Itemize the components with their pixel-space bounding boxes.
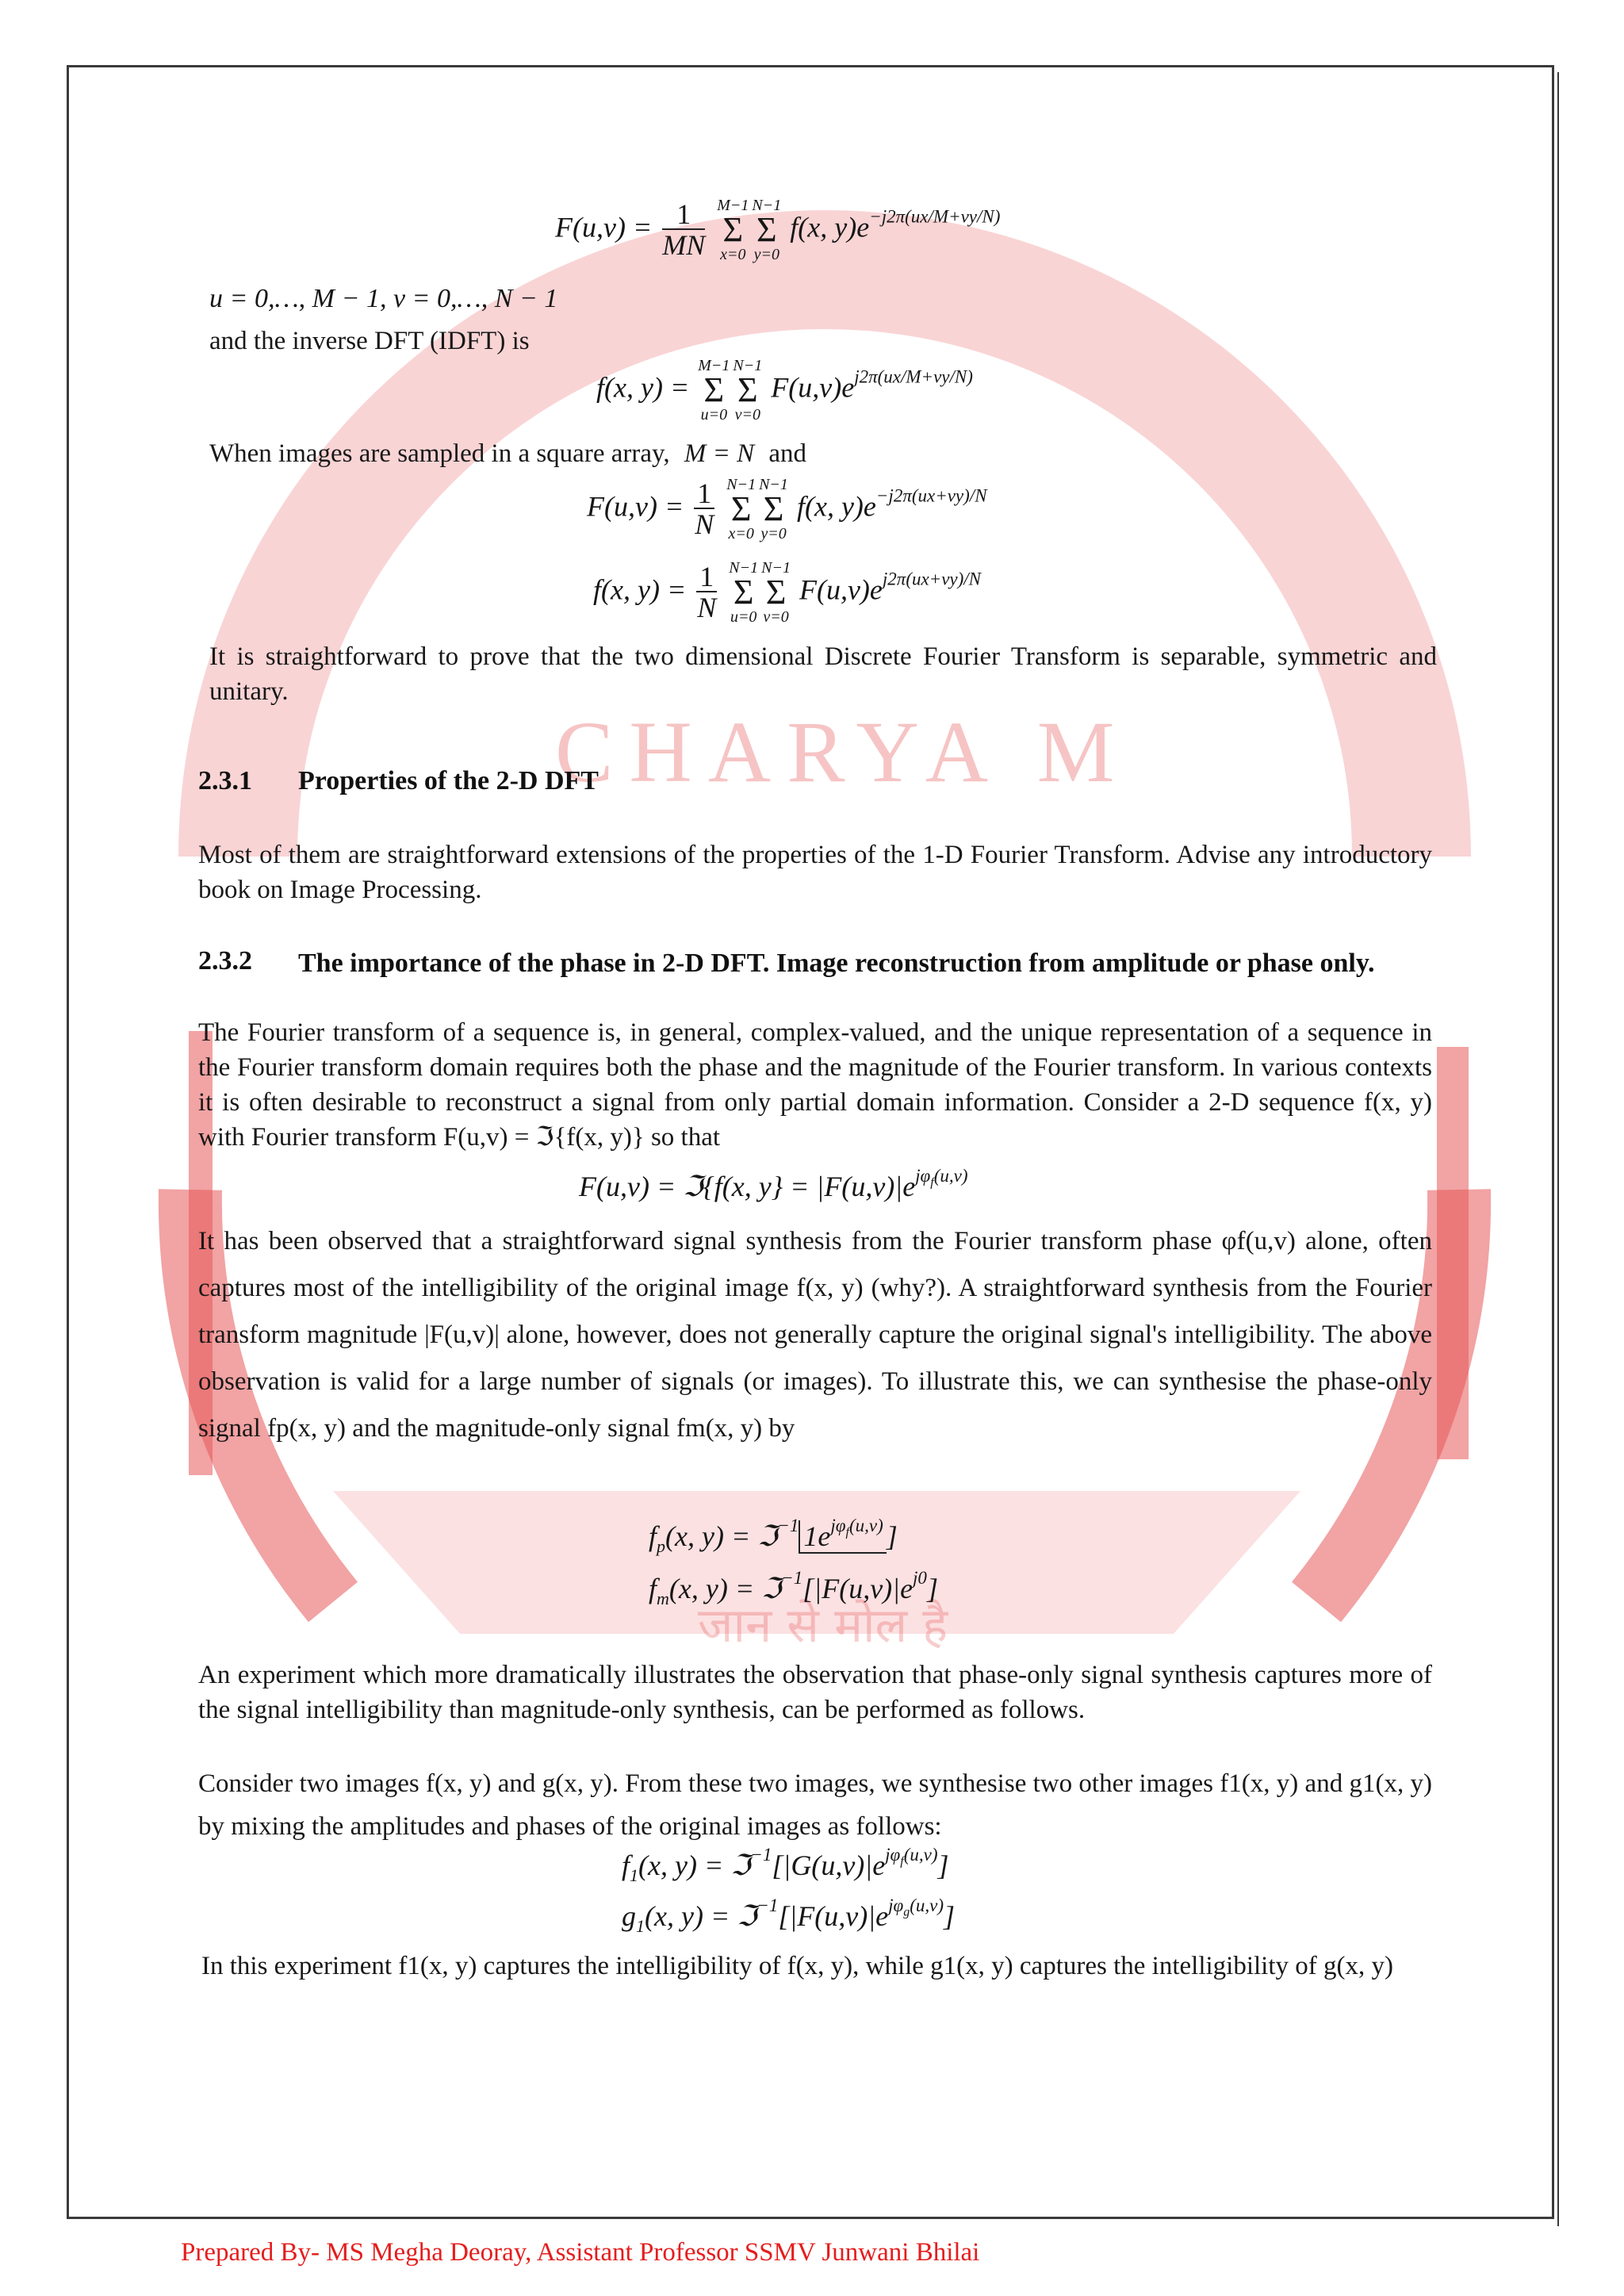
section-number: 2.3.1 (198, 766, 252, 795)
equation-dft: F(u,v) = $\frac{1}{MN}$ M−1 Σ x=0 N−1 Σ y=0 f(x, $y)e^{-j2\pi(ux/M+vy/N)}$ (555, 197, 1001, 263)
section-title: The importance of the phase in 2-D DFT. Image reconstruction from amplitude or phase only. (298, 949, 1375, 978)
equation-polar-form: F(u,v) = ℑ{f(x, $y\} = |F(u,v)|e^{j\varphi_f(u,v)}$ (579, 1166, 968, 1202)
section-2-3-1-body: Most of them are straightforward extensions of the properties of the 1-D Fourier Transform. Advise any introductory book on Image Processing. (198, 841, 1432, 904)
section-heading-2-3-1 (198, 766, 599, 796)
section-title: Properties of the 2-D DFT (298, 766, 599, 795)
equation-range: u = 0,…, M − 1, v = 0,…, N − 1 (209, 284, 558, 313)
equation-square-dft: F(u,v) = $\frac{1}{N}$ N−1 Σ x=0 N−1 Σ y=0 f(x, $y)e^{-j2\pi(ux+vy)/N}$ (587, 476, 987, 542)
square-intro: When images are sampled in a square array, (209, 439, 670, 468)
square-intro-line (209, 436, 806, 471)
idft-intro: and the inverse DFT (IDFT) is (209, 327, 530, 355)
footer-credit: Prepared By- MS Megha Deoray, Assistant Professor SSMV Junwani Bhilai (181, 2238, 980, 2267)
section-number: 2.3.2 (198, 946, 252, 976)
section-2-3-2-paragraph-4: Consider two images f(x, y) and g(x, y). From these two images, we synthesise two other images f1(x, y) and g1(x, y) by mixing the amplitudes and phases of the original images as follows: (198, 1769, 1432, 1841)
section-2-3-2-paragraph-2: It has been observed that a straightforward signal synthesis from the Fourier transform phase φf(u,v) alone, often captures most of the intelligibility of the original image f(x, y) (why?). A straightforward synthesis from the Fourier transform magnitude |F(u,v)| alone, however, does not generally capture the original signal's intelligibility. The above observation is valid for a large number of signals (or images). To illustrate this, we can synthesise the phase-only signal fp(x, y) and the magnitude-only signal fm(x, y) by (198, 1227, 1432, 1443)
equation-fm: $f_m(x$, $y) = ℑ^{-1}[|F(u,v)|e^{j0}]$ (649, 1568, 938, 1608)
svg-text:CHARYA M: CHARYA M (555, 703, 1131, 800)
equation-square-idft: f(x, y) = $\frac{1}{N}$ N−1 Σ u=0 N−1 Σ v=0 $F(u,v)e^{j2\pi(ux+vy)/N}$ (593, 559, 982, 626)
section-2-3-2-paragraph-3: An experiment which more dramatically illustrates the observation that phase-only signal synthesis captures more of the signal intelligibility than magnitude-only synthesis, can be performed as follows. (198, 1661, 1432, 1724)
svg-text:जान से मोल है: जान से मोल है (698, 1598, 948, 1654)
equation-block-fp-fm (649, 1511, 958, 1620)
equation-fp: $f_p(x$, y) = ℑ$^{-1}$ $1e^{j\varphi_f(u,v)}$ ] (649, 1516, 898, 1556)
equation-idft: f(x, y) = M−1 Σ u=0 N−1 Σ v=0 $F(u,v)e^{j2\pi(ux/M+vy/N)}$ (596, 357, 973, 424)
equation-g1: $g_1(x$, $y) = ℑ^{-1}[|F(u,v)|e^{j\varphi_g(u,v)}]$ (622, 1895, 956, 1936)
separable-paragraph: It is straightforward to prove that the two dimensional Discrete Fourier Transform is separable, symmetric and unitary. (209, 642, 1437, 706)
section-2-3-2-paragraph-5: In this experiment f1(x, y) captures the intelligibility of f(x, y), while g1(x, y) captures the intelligibility of g(x, y) (201, 1952, 1393, 1980)
square-condition: M = N (684, 439, 755, 468)
square-and: and (768, 439, 807, 468)
equation-f1: $f_1(x$, $y) = ℑ^{-1}[|G(u,v)|e^{j\varphi_f(u,v)}]$ (622, 1845, 949, 1885)
section-heading-2-3-2 (198, 946, 1432, 981)
section-2-3-2-paragraph-1: The Fourier transform of a sequence is, in general, complex-valued, and the unique representation of a sequence in the Fourier transform domain requires both the phase and the magnitude of the Fourier transform. In various contexts it is often desirable to reconstruct a signal from only partial domain information. Consider a 2-D sequence f(x, y) with Fourier transform F(u,v) = ℑ{f(x, y)} so that (198, 1018, 1432, 1152)
